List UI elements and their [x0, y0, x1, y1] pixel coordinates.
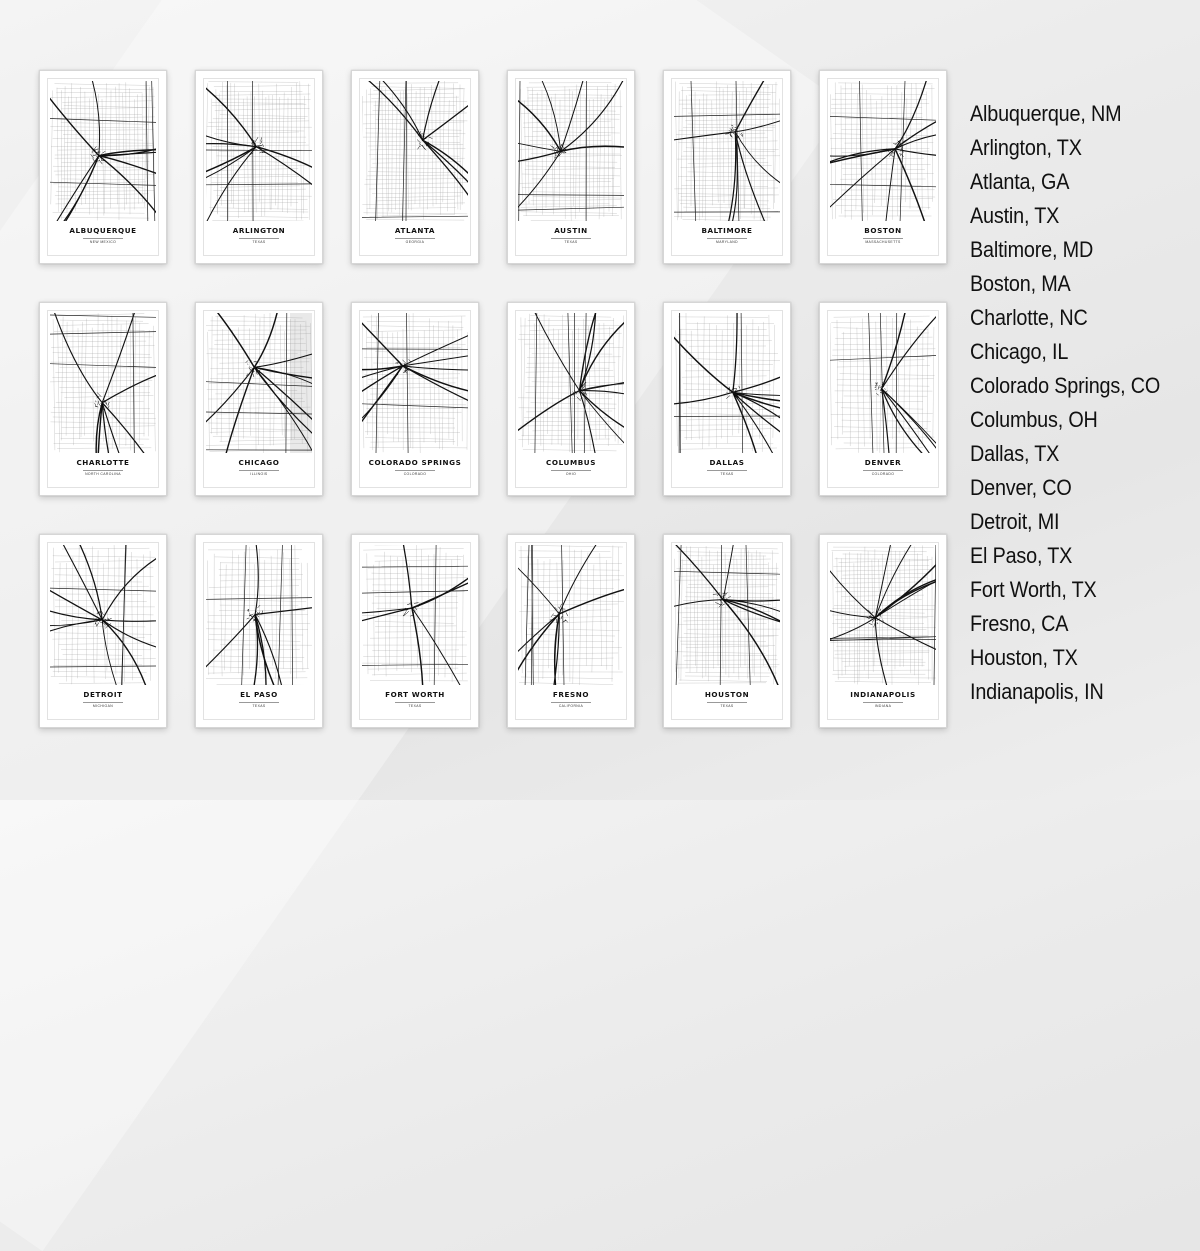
- poster-state-name: TEXAS: [352, 704, 478, 708]
- poster-state-name: TEXAS: [508, 240, 634, 244]
- poster-state-name: NEW MEXICO: [40, 240, 166, 244]
- poster-divider: [239, 238, 279, 239]
- poster-state-name: ILLINOIS: [196, 472, 322, 476]
- poster-divider: [395, 702, 435, 703]
- poster-city-name: FRESNO: [508, 690, 634, 699]
- street-map-colorado-springs: [362, 313, 468, 453]
- poster-divider: [83, 702, 123, 703]
- poster-denver[interactable]: [819, 302, 947, 496]
- city-list-item: Denver, CO: [970, 471, 1160, 505]
- poster-divider: [707, 238, 747, 239]
- poster-indianapolis[interactable]: [819, 534, 947, 728]
- street-map-detroit: [50, 545, 156, 685]
- poster-state-name: TEXAS: [196, 704, 322, 708]
- street-map-charlotte: [50, 313, 156, 453]
- poster-state-name: GEORGIA: [352, 240, 478, 244]
- poster-austin[interactable]: [507, 70, 635, 264]
- poster-city-name: DALLAS: [664, 458, 790, 467]
- poster-state-name: MARYLAND: [664, 240, 790, 244]
- street-map-denver: [830, 313, 936, 453]
- poster-divider: [83, 238, 123, 239]
- poster-dallas[interactable]: [663, 302, 791, 496]
- poster-divider: [863, 702, 903, 703]
- city-list-item: Colorado Springs, CO: [970, 369, 1160, 403]
- poster-divider: [395, 238, 435, 239]
- poster-divider: [239, 470, 279, 471]
- poster-divider: [863, 470, 903, 471]
- city-list-item: Albuquerque, NM: [970, 97, 1160, 131]
- poster-city-name: ATLANTA: [352, 226, 478, 235]
- city-list-item: Houston, TX: [970, 641, 1160, 675]
- city-list-item: Boston, MA: [970, 267, 1160, 301]
- poster-columbus[interactable]: [507, 302, 635, 496]
- poster-detroit[interactable]: [39, 534, 167, 728]
- street-map-arlington: [206, 81, 312, 221]
- poster-divider: [551, 238, 591, 239]
- street-map-columbus: [518, 313, 624, 453]
- poster-divider: [395, 470, 435, 471]
- street-map-boston: [830, 81, 936, 221]
- city-list-item: Charlotte, NC: [970, 301, 1160, 335]
- poster-city-name: COLUMBUS: [508, 458, 634, 467]
- city-list-item: Atlanta, GA: [970, 165, 1160, 199]
- poster-fresno[interactable]: [507, 534, 635, 728]
- poster-city-name: DETROIT: [40, 690, 166, 699]
- poster-city-name: EL PASO: [196, 690, 322, 699]
- poster-state-name: INDIANA: [820, 704, 946, 708]
- street-map-baltimore: [674, 81, 780, 221]
- poster-state-name: TEXAS: [664, 472, 790, 476]
- poster-state-name: TEXAS: [196, 240, 322, 244]
- street-map-fort-worth: [362, 545, 468, 685]
- poster-state-name: COLORADO: [352, 472, 478, 476]
- poster-city-name: CHARLOTTE: [40, 458, 166, 467]
- city-list-item: Baltimore, MD: [970, 233, 1160, 267]
- street-map-austin: [518, 81, 624, 221]
- street-map-indianapolis: [830, 545, 936, 685]
- poster-divider: [863, 238, 903, 239]
- poster-city-name: FORT WORTH: [352, 690, 478, 699]
- city-list-item: Chicago, IL: [970, 335, 1160, 369]
- city-list-item: Austin, TX: [970, 199, 1160, 233]
- street-map-albuquerque: [50, 81, 156, 221]
- city-list-item: Columbus, OH: [970, 403, 1160, 437]
- poster-city-name: ALBUQUERQUE: [40, 226, 166, 235]
- poster-state-name: COLORADO: [820, 472, 946, 476]
- poster-city-name: BOSTON: [820, 226, 946, 235]
- poster-state-name: OHIO: [508, 472, 634, 476]
- poster-city-name: INDIANAPOLIS: [820, 690, 946, 699]
- poster-baltimore[interactable]: [663, 70, 791, 264]
- street-map-atlanta: [362, 81, 468, 221]
- city-list: [970, 97, 1181, 709]
- poster-city-name: COLORADO SPRINGS: [352, 458, 478, 467]
- poster-state-name: MASSACHUSETTS: [820, 240, 946, 244]
- poster-colorado-springs[interactable]: [351, 302, 479, 496]
- poster-chicago[interactable]: [195, 302, 323, 496]
- poster-fort-worth[interactable]: [351, 534, 479, 728]
- street-map-dallas: [674, 313, 780, 453]
- city-list-item: El Paso, TX: [970, 539, 1160, 573]
- poster-divider: [707, 702, 747, 703]
- poster-divider: [707, 470, 747, 471]
- poster-city-name: HOUSTON: [664, 690, 790, 699]
- poster-state-name: NORTH CAROLINA: [40, 472, 166, 476]
- city-list-item: Indianapolis, IN: [970, 675, 1160, 709]
- city-list-item: Arlington, TX: [970, 131, 1160, 165]
- poster-city-name: BALTIMORE: [664, 226, 790, 235]
- street-map-chicago: [206, 313, 312, 453]
- poster-divider: [551, 470, 591, 471]
- poster-city-name: AUSTIN: [508, 226, 634, 235]
- poster-city-name: CHICAGO: [196, 458, 322, 467]
- poster-divider: [239, 702, 279, 703]
- poster-charlotte[interactable]: [39, 302, 167, 496]
- city-list-item: Fresno, CA: [970, 607, 1160, 641]
- poster-divider: [83, 470, 123, 471]
- poster-atlanta[interactable]: [351, 70, 479, 264]
- poster-city-name: DENVER: [820, 458, 946, 467]
- poster-albuquerque[interactable]: [39, 70, 167, 264]
- poster-boston[interactable]: [819, 70, 947, 264]
- city-list-item: Dallas, TX: [970, 437, 1160, 471]
- poster-state-name: CALIFORNIA: [508, 704, 634, 708]
- poster-arlington[interactable]: [195, 70, 323, 264]
- street-map-el-paso: [206, 545, 312, 685]
- poster-divider: [551, 702, 591, 703]
- poster-state-name: TEXAS: [664, 704, 790, 708]
- city-list-item: Detroit, MI: [970, 505, 1160, 539]
- poster-city-name: ARLINGTON: [196, 226, 322, 235]
- poster-houston[interactable]: [663, 534, 791, 728]
- poster-state-name: MICHIGAN: [40, 704, 166, 708]
- street-map-houston: [674, 545, 780, 685]
- city-list-item: Fort Worth, TX: [970, 573, 1160, 607]
- street-map-fresno: [518, 545, 624, 685]
- poster-el-paso[interactable]: [195, 534, 323, 728]
